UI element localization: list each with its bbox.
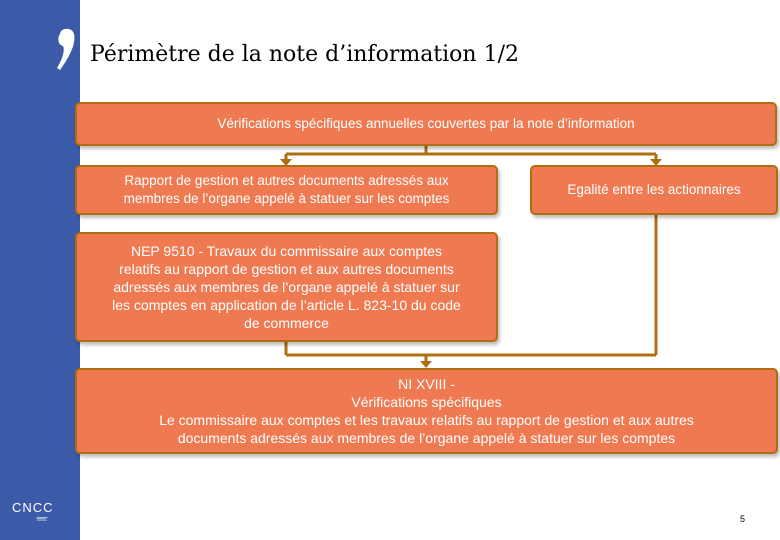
- box-ni-line2: Vérifications spécifiques: [351, 394, 502, 410]
- box-nep-line3: adressés aux membres de l’organe appelé à statuer sur: [113, 279, 460, 295]
- page-title: Périmètre de la note d’information 1/2: [90, 42, 519, 67]
- box-nep-line1: NEP 9510 - Travaux du commissaire aux comptes: [130, 243, 442, 259]
- box-nep-9510: [75, 232, 498, 342]
- box-nep-line4: les comptes en application de l’article L. 823-10 du code: [112, 297, 461, 313]
- box-shareholder-equality: [530, 165, 778, 215]
- cncc-logo-mark: [10, 516, 75, 530]
- box-rapport-line1: Rapport de gestion et autres documents adressés aux: [124, 173, 449, 188]
- box-top-label: Vérifications spécifiques annuelles couvertes par la note d’information: [217, 116, 635, 131]
- quote-mark-icon: [50, 20, 80, 80]
- box-rapport-line2: membres de l’organe appelé à statuer sur les comptes: [123, 191, 450, 206]
- box-ni-line1: NI XVIII -: [398, 376, 455, 392]
- box-ni-xviii: [75, 368, 778, 454]
- box-ni-line4: documents adressés aux membres de l’organe appelé à statuer sur les comptes: [177, 430, 676, 446]
- box-ni-line3: Le commissaire aux comptes et les travaux relatifs au rapport de gestion et aux autres: [159, 412, 694, 428]
- cncc-logo: CNCC: [12, 500, 54, 515]
- box-nep-line5: de commerce: [244, 315, 329, 331]
- box-annual-verifications: [75, 102, 777, 146]
- box-nep-line2: relatifs au rapport de gestion et aux autres documents: [119, 261, 454, 277]
- left-sidebar-band: [0, 0, 80, 540]
- box-egalite-label: Egalité entre les actionnaires: [567, 182, 741, 197]
- box-management-report: [75, 165, 498, 215]
- page-number: 5: [740, 514, 746, 524]
